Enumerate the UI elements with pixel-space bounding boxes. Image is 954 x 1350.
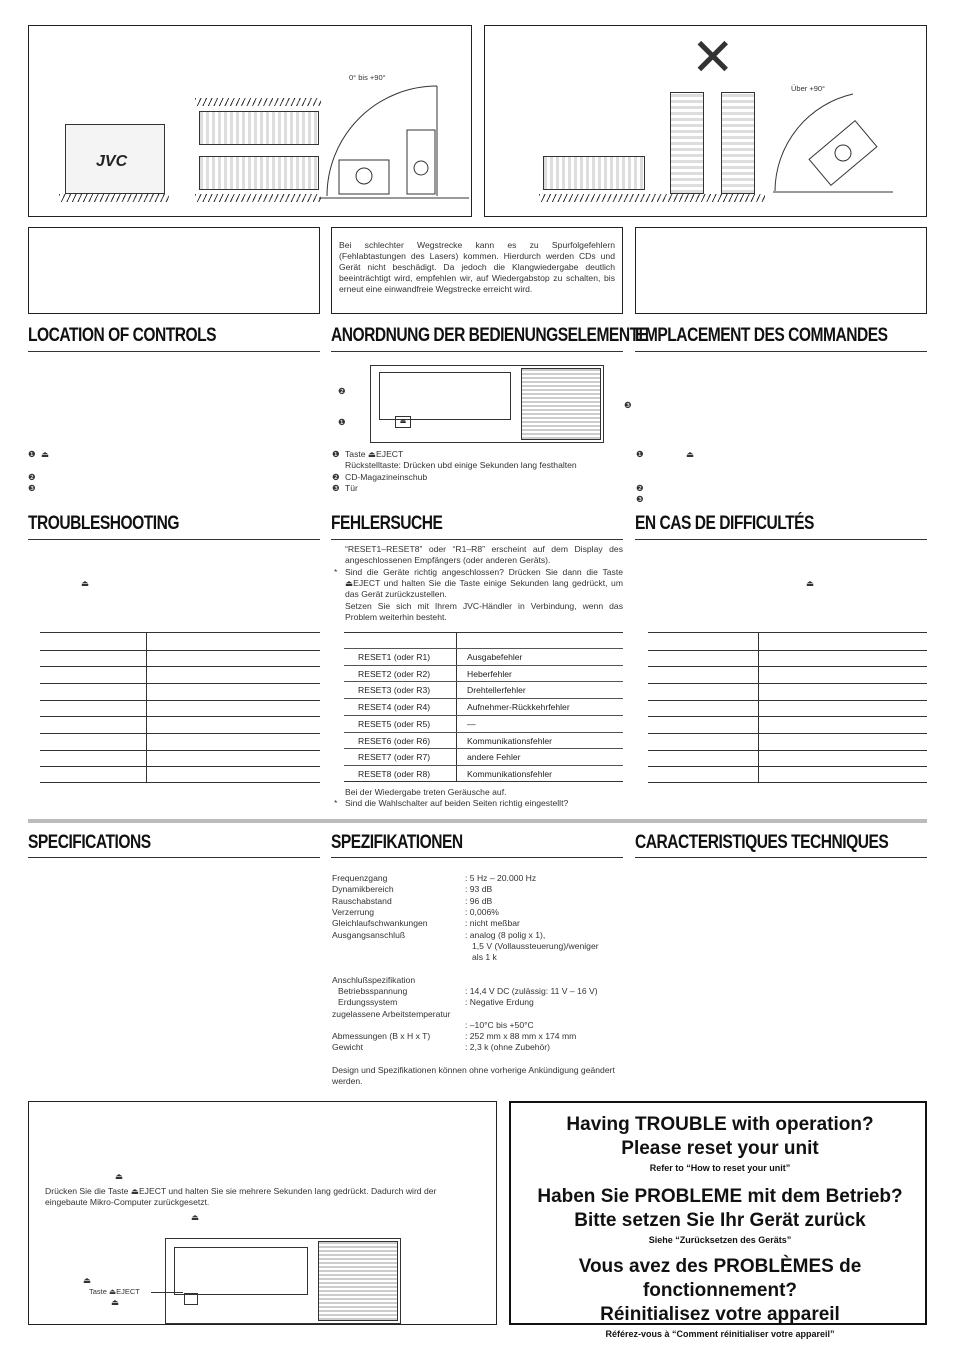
magazine-slot xyxy=(379,372,511,420)
eject-icon: ⏏ xyxy=(806,578,815,588)
heading-rule xyxy=(635,857,927,858)
ground-hatch xyxy=(59,194,169,202)
trouble-fr-title1: Vous avez des PROBLÈMES de fonctionnement? xyxy=(578,1256,862,1301)
jvc-box-illustration xyxy=(65,124,165,194)
trouble-reset-box xyxy=(509,1101,927,1339)
spec-value: als 1 k xyxy=(472,952,497,963)
eject-icon: ⏏ xyxy=(41,449,50,459)
eject-icon: ⏏ xyxy=(115,1171,124,1181)
fehler-star: * xyxy=(334,567,338,577)
ground-hatch xyxy=(539,194,765,202)
error-code: RESET5 (oder R5) xyxy=(358,718,431,729)
table-row xyxy=(344,681,623,698)
error-code: RESET3 (oder R3) xyxy=(358,685,431,696)
section-separator xyxy=(28,819,927,823)
eject-button[interactable]: ⏏ xyxy=(395,416,411,428)
error-code: RESET2 (oder R2) xyxy=(358,668,431,679)
spec-label: Erdungssystem xyxy=(338,997,398,1008)
range-bad-label: Über +90° xyxy=(791,84,826,93)
trouble-fr-title2: Réinitialisez votre appareil xyxy=(600,1304,840,1325)
error-description: Ausgabefehler xyxy=(467,652,523,662)
en-item1-num: ❶ xyxy=(28,449,36,459)
angle-diagram xyxy=(773,86,893,196)
heading-rule xyxy=(331,857,623,858)
de-item3: Tür xyxy=(345,483,358,493)
eject-icon: ⏏ xyxy=(83,1275,92,1285)
mounting-figure-ok xyxy=(28,25,472,217)
heading-trouble-fr: EN CAS DE DIFFICULTÉS xyxy=(635,513,814,534)
fehler-star: * xyxy=(334,798,338,808)
angle-diagram xyxy=(319,76,469,206)
spec-label: Frequenzgang xyxy=(332,873,388,883)
ground-hatch xyxy=(195,194,321,202)
error-table-en xyxy=(40,632,320,782)
spec-value: : 14,4 V DC (zulässig: 11 V – 16 V) xyxy=(465,986,598,996)
changer-illustration xyxy=(543,156,645,190)
heading-trouble-de: FEHLERSUCHE xyxy=(331,513,443,534)
spec-value: 1,5 V (Vollaussteuerung)/weniger xyxy=(472,940,599,951)
trouble-en-ref: Refer to “How to reset your unit” xyxy=(649,1163,791,1173)
error-description: Aufnehmer-Rückkehrfehler xyxy=(467,702,570,713)
eject-icon: ⏏ xyxy=(686,449,695,459)
eject-button[interactable] xyxy=(184,1293,198,1305)
ceiling-hatch xyxy=(195,98,321,106)
trouble-en-title1: Having TROUBLE with operation? xyxy=(566,1114,874,1135)
spec-note: Design und Spezifikationen können ohne vorherige Ankündigung geändert werden. xyxy=(332,1065,615,1087)
range-ok-label: 0° bis +90° xyxy=(349,73,386,82)
error-description: — xyxy=(467,718,476,729)
spec-value: : analog (8 polig x 1), xyxy=(465,929,546,940)
heading-rule xyxy=(635,351,927,352)
table-row xyxy=(344,698,623,715)
heading-rule xyxy=(635,539,927,540)
heading-trouble-en: TROUBLESHOOTING xyxy=(28,513,180,534)
table-row xyxy=(344,748,623,765)
table-row xyxy=(344,765,623,782)
spec-label: Dynamikbereich xyxy=(332,884,394,895)
note-box-en xyxy=(28,227,320,314)
spec-temp-title: zugelassene Arbeitstemperatur xyxy=(332,1009,451,1019)
error-code: RESET1 (oder R1) xyxy=(358,652,431,662)
spec-anschluss-title: Anschlußspezifikation xyxy=(332,975,416,985)
taste-eject-label: Taste ⏏EJECT xyxy=(89,1287,140,1296)
de-item1: Taste ⏏EJECT xyxy=(345,449,404,459)
spec-label: Gewicht xyxy=(332,1042,364,1053)
de-item1-num: ❶ xyxy=(332,449,340,459)
en-item3-num: ❸ xyxy=(28,483,36,493)
heading-rule xyxy=(28,539,320,540)
spec-label: Gleichlaufschwankungen xyxy=(332,918,428,929)
table-row xyxy=(344,715,623,732)
spec-list-de xyxy=(332,873,624,1087)
spec-value: : 0,006% xyxy=(465,906,499,917)
heading-rule xyxy=(28,857,320,858)
error-code: RESET7 (oder R7) xyxy=(358,752,431,763)
spec-label: Betriebsspannung xyxy=(338,986,408,996)
changer-vertical-illustration xyxy=(670,92,704,194)
door[interactable] xyxy=(521,368,601,440)
fehler-p2: Sind die Geräte richtig angeschlossen? Drücken Sie dann die Taste ⏏EJECT und halten Sie die Taste einige Sekunden lang gedrückt, um das Gerät zurückzustellen. xyxy=(345,567,623,599)
spec-value: : 2,3 k (ohne Zubehör) xyxy=(465,1042,551,1053)
reset-box xyxy=(28,1101,497,1325)
spec-value: : 252 mm x 88 mm x 174 mm xyxy=(465,1031,577,1041)
front-panel-diagram xyxy=(370,365,604,443)
spec-value: : nicht meßbar xyxy=(465,918,520,929)
spec-value: : Negative Erdung xyxy=(465,997,534,1008)
leader-line xyxy=(151,1292,183,1293)
heading-location-fr: EMPLACEMENT DES COMMANDES xyxy=(635,325,888,346)
heading-location-de: ANORDNUNG DER BEDIENUNGSELEMENTE xyxy=(331,325,649,346)
heading-spec-en: SPECIFICATIONS xyxy=(28,832,151,853)
fehler-p4: Bei der Wiedergabe treten Geräusche auf. xyxy=(345,787,507,797)
eject-icon: ⏏ xyxy=(111,1297,120,1307)
changer-illustration xyxy=(199,156,319,190)
changer-illustration xyxy=(199,111,319,145)
reset-de-text: Drücken Sie die Taste ⏏EJECT und halten Sie sie mehrere Sekunden lang gedrückt. Dadurch wird der eingebaute Mikro-Computer zurückgesetzt. xyxy=(45,1186,437,1207)
table-row xyxy=(344,648,623,665)
fehler-p3: Setzen Sie sich mit Ihrem JVC-Händler in Verbindung, wenn das Problem weiterhin besteht. xyxy=(345,601,623,622)
cross-icon: ✕ xyxy=(691,29,735,87)
error-description: Kommunikationsfehler xyxy=(467,768,553,779)
heading-location-en: LOCATION OF CONTROLS xyxy=(28,325,217,346)
fr-item1-num: ❶ xyxy=(636,449,644,459)
spec-label: Rauschabstand xyxy=(332,895,392,906)
table-row xyxy=(344,665,623,682)
note-box-de xyxy=(331,227,623,314)
note-text: Bei schlechter Wegstrecke kann es zu Spurfolgefehlern (Fehlabtastungen des Lasers) kommen. Hierdurch werden CDs und Gerät nicht beschädigt. Da jedoch die Klangwiedergabe deutlich beeinträchtigt wird, empfehlen wir, auf Wiedergabstop zu schalten, bis erneut eine einwandfreie Wegstrecke erreicht wird. xyxy=(339,240,615,294)
en-item2-num: ❷ xyxy=(28,472,36,482)
spec-value: : 5 Hz – 20.000 Hz xyxy=(465,873,537,883)
reset-panel-diagram xyxy=(165,1238,401,1324)
error-description: Heberfehler xyxy=(467,668,512,679)
spec-label: Ausgangsanschluß xyxy=(332,929,406,940)
eject-icon: ⏏ xyxy=(81,578,90,588)
error-description: Drehtellerfehler xyxy=(467,685,526,696)
callout-3: ❸ xyxy=(624,400,632,410)
fehler-p5: Sind die Wahlschalter auf beiden Seiten richtig eingestellt? xyxy=(345,798,569,808)
callout-1: ❶ xyxy=(338,417,346,427)
fehler-p1: “RESET1–RESET8” oder “R1–R8” erscheint auf dem Display des angeschlossenen Empfängers (oder anderen Geräts). xyxy=(345,544,623,565)
trouble-en-title2: Please reset your unit xyxy=(621,1138,819,1159)
error-table-fr xyxy=(648,632,927,782)
error-description: andere Fehler xyxy=(467,752,521,763)
eject-icon: ⏏ xyxy=(191,1212,200,1222)
jvc-logo: JVC xyxy=(96,153,128,170)
fr-item3-num: ❸ xyxy=(636,494,644,504)
error-table-de xyxy=(344,632,623,782)
table-row xyxy=(344,732,623,749)
de-item2: CD-Magazineinschub xyxy=(345,472,428,482)
heading-rule xyxy=(28,351,320,352)
spec-label: Abmessungen (B x H x T) xyxy=(332,1031,431,1041)
error-code: RESET4 (oder R4) xyxy=(358,702,431,713)
de-item2-num: ❷ xyxy=(332,472,340,482)
trouble-de-ref: Siehe “Zurücksetzen des Geräts” xyxy=(648,1235,792,1245)
note-box-fr xyxy=(635,227,927,314)
heading-rule xyxy=(331,351,623,352)
heading-spec-fr: CARACTERISTIQUES TECHNIQUES xyxy=(635,832,889,853)
mounting-figure-bad xyxy=(484,25,927,217)
trouble-fr-ref: Référez-vous à “Comment réinitialiser votre appareil” xyxy=(605,1329,835,1339)
spec-label: Verzerrung xyxy=(332,906,375,917)
heading-rule xyxy=(331,539,623,540)
error-code: RESET6 (oder R6) xyxy=(358,735,431,746)
changer-vertical-illustration xyxy=(721,92,755,194)
de-item3-num: ❸ xyxy=(332,483,340,493)
trouble-de-title2: Bitte setzen Sie Ihr Gerät zurück xyxy=(574,1210,866,1231)
error-description: Kommunikationsfehler xyxy=(467,735,553,746)
spec-temp-value: : –10°C bis +50°C xyxy=(465,1020,534,1030)
spec-value: : 96 dB xyxy=(465,895,493,906)
de-item1-sub: Rückstelltaste: Drücken ubd einige Sekunden lang festhalten xyxy=(345,460,577,470)
heading-spec-de: SPEZIFIKATIONEN xyxy=(331,832,463,853)
callout-2: ❷ xyxy=(338,386,346,396)
trouble-de-title1: Haben Sie PROBLEME mit dem Betrieb? xyxy=(537,1186,903,1207)
fr-item2-num: ❷ xyxy=(636,483,644,493)
error-code: RESET8 (oder R8) xyxy=(358,768,431,779)
spec-value: : 93 dB xyxy=(465,884,493,895)
